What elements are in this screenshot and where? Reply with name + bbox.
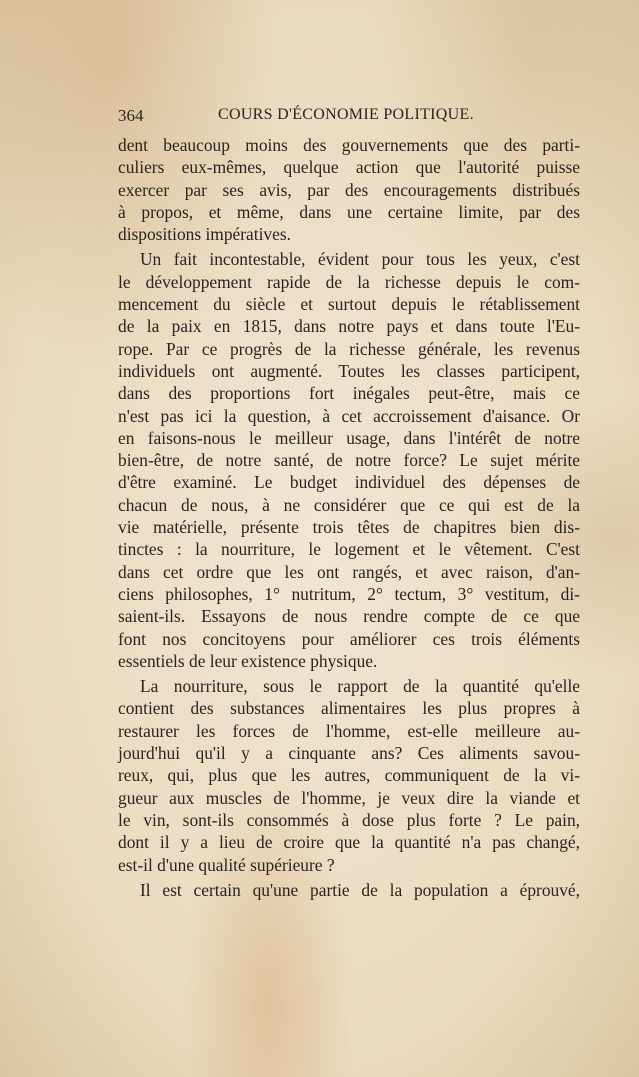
- text-line: tinctes : la nourriture, le logement et le vêtement. C'est: [118, 539, 580, 560]
- paragraph: [118, 134, 580, 245]
- text-line: dans cet ordre que les ont rangés, et avec raison, d'an-: [118, 561, 580, 582]
- body-text: [118, 134, 580, 901]
- text-line: rope. Par ce progrès de la richesse générale, les revenus: [118, 338, 580, 359]
- text-line: n'est pas ici la question, à cet accroissement d'aisance. Or: [118, 405, 580, 426]
- text-line: à propos, et même, dans une certaine limite, par des: [118, 201, 580, 222]
- page-header: [118, 106, 588, 130]
- text-line: saient-ils. Essayons de nous rendre compte de ce que: [118, 606, 580, 627]
- text-line: Il est certain qu'une partie de la population a éprouvé,: [140, 879, 580, 900]
- text-line: dent beaucoup moins des gouvernements que des parti-: [118, 135, 580, 155]
- text-line: contient des substances alimentaires les plus propres à: [118, 698, 580, 719]
- text-line: culiers eux-mêmes, quelque action que l'autorité puisse: [118, 157, 580, 178]
- text-line: dont il y a lieu de croire que la quantité n'a pas changé,: [118, 832, 580, 853]
- page-number: 364: [118, 106, 144, 125]
- text-line: ciens philosophes, 1° nutritum, 2° tectum, 3° vestitum, di-: [118, 583, 580, 604]
- text-line: La nourriture, sous le rapport de la quantité qu'elle: [140, 676, 580, 697]
- text-line: gueur aux muscles de l'homme, je veux dire la viande et: [118, 787, 580, 808]
- text-line: mencement du siècle et surtout depuis le rétablissement: [118, 294, 580, 315]
- paragraph: [118, 879, 580, 901]
- text-line: exercer par ses avis, par des encouragements distribués: [118, 179, 580, 200]
- text-line: de la paix en 1815, dans notre pays et dans toute l'Eu-: [118, 316, 580, 337]
- text-line: dans des proportions fort inégales peut-être, mais ce: [118, 383, 580, 404]
- text-line: restaurer les forces de l'homme, est-elle meilleure au-: [118, 720, 580, 741]
- text-line: vie matérielle, présente trois têtes de chapitres bien dis-: [118, 517, 580, 538]
- text-line: en faisons-nous le meilleur usage, dans l'intérêt de notre: [118, 427, 580, 448]
- text-line: dispositions impératives.: [118, 224, 291, 245]
- paragraph: [118, 675, 580, 876]
- text-line: le développement rapide de la richesse depuis le com-: [118, 271, 580, 292]
- text-line: font nos concitoyens pour améliorer ces trois éléments: [118, 628, 580, 649]
- text-line: essentiels de leur existence physique.: [118, 650, 378, 671]
- text-line: Un fait incontestable, évident pour tous les yeux, c'est: [140, 249, 580, 270]
- running-head: COURS D'ÉCONOMIE POLITIQUE.: [218, 106, 474, 123]
- text-line: reux, qui, plus que les autres, communiquent de la vi-: [118, 765, 580, 786]
- text-line: d'être examiné. Le budget individuel des dépenses de: [118, 472, 580, 493]
- text-line: individuels ont augmenté. Toutes les classes participent,: [118, 360, 580, 381]
- text-line: bien-être, de notre santé, de notre force? Le sujet mérite: [118, 450, 580, 471]
- paragraph: [118, 248, 580, 672]
- text-line: jourd'hui qu'il y a cinquante ans? Ces aliments savou-: [118, 743, 580, 764]
- text-line: le vin, sont-ils consommés à dose plus forte ? Le pain,: [118, 809, 580, 830]
- text-line: chacun de nous, à ne considérer que ce qui est de la: [118, 494, 580, 515]
- text-line: est-il d'une qualité supérieure ?: [118, 854, 335, 875]
